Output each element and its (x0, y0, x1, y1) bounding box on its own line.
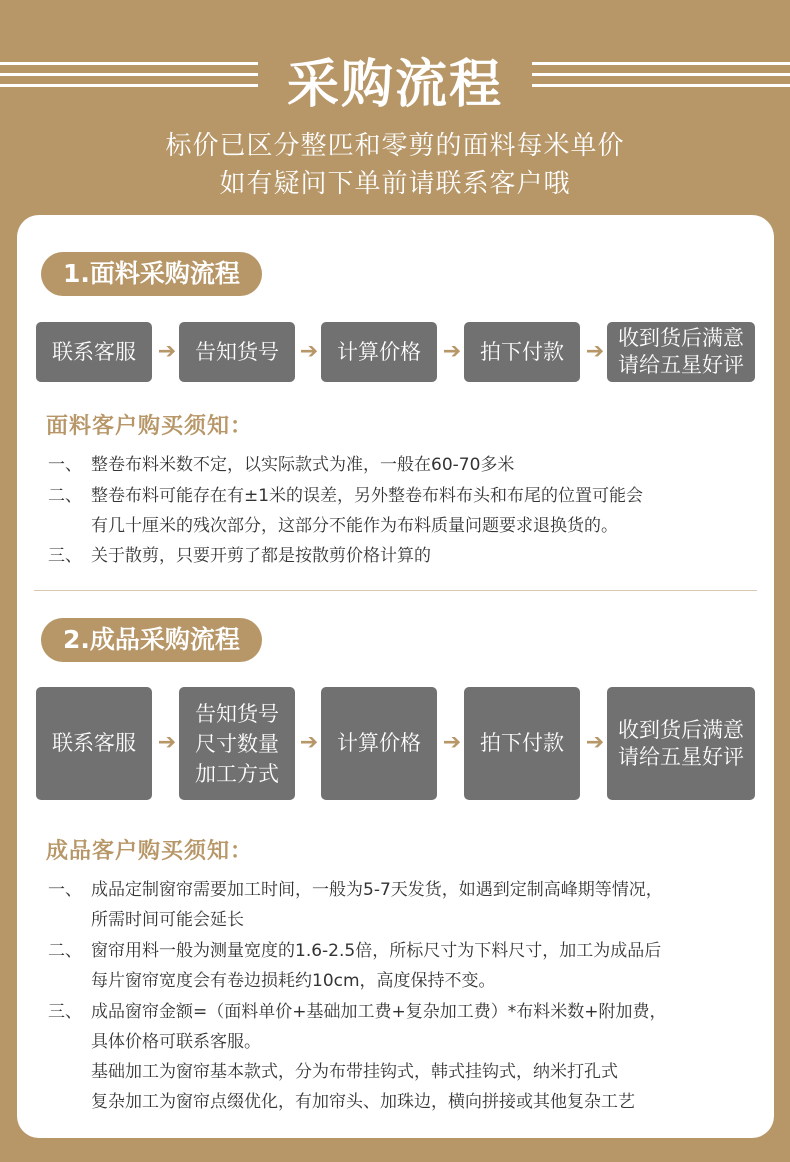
s2-note-2 (48, 936, 763, 996)
note-number: 二、 (48, 486, 82, 506)
arrow-icon: ➔ (157, 730, 177, 755)
s2-step-contact-service (36, 687, 152, 800)
s2-step-item-info (179, 687, 295, 800)
header (0, 0, 790, 215)
s1-step-pay (464, 322, 580, 382)
content-card (17, 215, 774, 1138)
s2-step-pay (464, 687, 580, 800)
step-label: 尺寸数量 (195, 731, 279, 756)
s2-step-calc-price (321, 687, 437, 800)
note-number: 一、 (48, 880, 82, 900)
note-text: 整卷布料可能存在有±1米的误差，另外整卷布料布头和布尾的位置可能会 (91, 486, 644, 506)
s2-note-1 (48, 875, 763, 935)
s2-note-3 (48, 997, 763, 1117)
step-label: 拍下付款 (480, 339, 564, 364)
section1-heading: 1.面料采购流程 (41, 252, 262, 296)
note-text: 有几十厘米的残次部分，这部分不能作为布料质量问题要求退换货的。 (91, 516, 618, 536)
arrow-icon: ➔ (585, 339, 605, 364)
note-text: 基础加工为窗帘基本款式，分为布带挂钩式，韩式挂钩式，纳米打孔式 (91, 1062, 618, 1082)
note-text: 所需时间可能会延长 (91, 910, 244, 930)
subtitle-line-1: 标价已区分整匹和零剪的面料每米单价 (165, 131, 625, 161)
note-text: 窗帘用料一般为测量宽度的1.6-2.5倍，所标尺寸为下料尺寸，加工为成品后 (91, 941, 662, 961)
step-label: 收到货后满意 (618, 326, 744, 350)
subtitle-line-2: 如有疑问下单前请联系客户哦 (219, 169, 571, 199)
s1-step-review (607, 322, 755, 382)
s1-note-3 (48, 541, 763, 571)
note-number: 三、 (48, 1002, 82, 1022)
note-text: 每片窗帘宽度会有卷边损耗约10cm，高度保持不变。 (91, 971, 496, 991)
s1-step-calc-price (321, 322, 437, 382)
step-label: 收到货后满意 (618, 717, 744, 742)
note-number: 三、 (48, 546, 82, 566)
arrow-icon: ➔ (299, 339, 319, 364)
step-label: 请给五星好评 (618, 353, 744, 377)
note-number: 二、 (48, 941, 82, 961)
step-label: 联系客服 (52, 731, 136, 755)
section2-notice-title: 成品客户购买须知： (46, 839, 254, 864)
arrow-icon: ➔ (442, 339, 462, 364)
note-text: 具体价格可联系客服。 (91, 1032, 261, 1052)
s1-step-item-number (179, 322, 295, 382)
s1-note-2 (48, 481, 763, 541)
note-text: 成品定制窗帘需要加工时间，一般为5-7天发货，如遇到定制高峰期等情况， (91, 880, 663, 900)
page-title: 采购流程 (286, 54, 503, 115)
step-label: 加工方式 (195, 761, 279, 786)
note-text: 复杂加工为窗帘点缀优化，有加帘头、加珠边，横向拼接或其他复杂工艺 (91, 1092, 635, 1112)
note-text: 关于散剪，只要开剪了都是按散剪价格计算的 (91, 546, 431, 566)
note-number: 一、 (48, 455, 82, 475)
s1-note-1 (48, 450, 763, 480)
section2-heading: 2.成品采购流程 (41, 618, 262, 662)
section-divider (34, 590, 757, 591)
step-label: 请给五星好评 (618, 744, 744, 769)
right-decorative-lines (532, 62, 790, 90)
note-text: 整卷布料米数不定，以实际款式为准，一般在60-70多米 (91, 455, 515, 475)
s1-step-contact-service (36, 322, 152, 382)
step-label: 计算价格 (337, 339, 421, 364)
step-label: 计算价格 (337, 731, 421, 755)
s2-step-review (607, 687, 755, 800)
step-label: 告知货号 (195, 701, 279, 726)
step-label: 拍下付款 (480, 731, 564, 755)
step-label: 告知货号 (195, 339, 279, 364)
arrow-icon: ➔ (442, 730, 462, 755)
arrow-icon: ➔ (299, 730, 319, 755)
section1-notice-title: 面料客户购买须知： (46, 414, 254, 439)
arrow-icon: ➔ (157, 339, 177, 364)
step-label: 联系客服 (52, 339, 136, 364)
note-text: 成品窗帘金额=（面料单价+基础加工费+复杂加工费）*布料米数+附加费， (91, 1002, 667, 1022)
arrow-icon: ➔ (585, 730, 605, 755)
